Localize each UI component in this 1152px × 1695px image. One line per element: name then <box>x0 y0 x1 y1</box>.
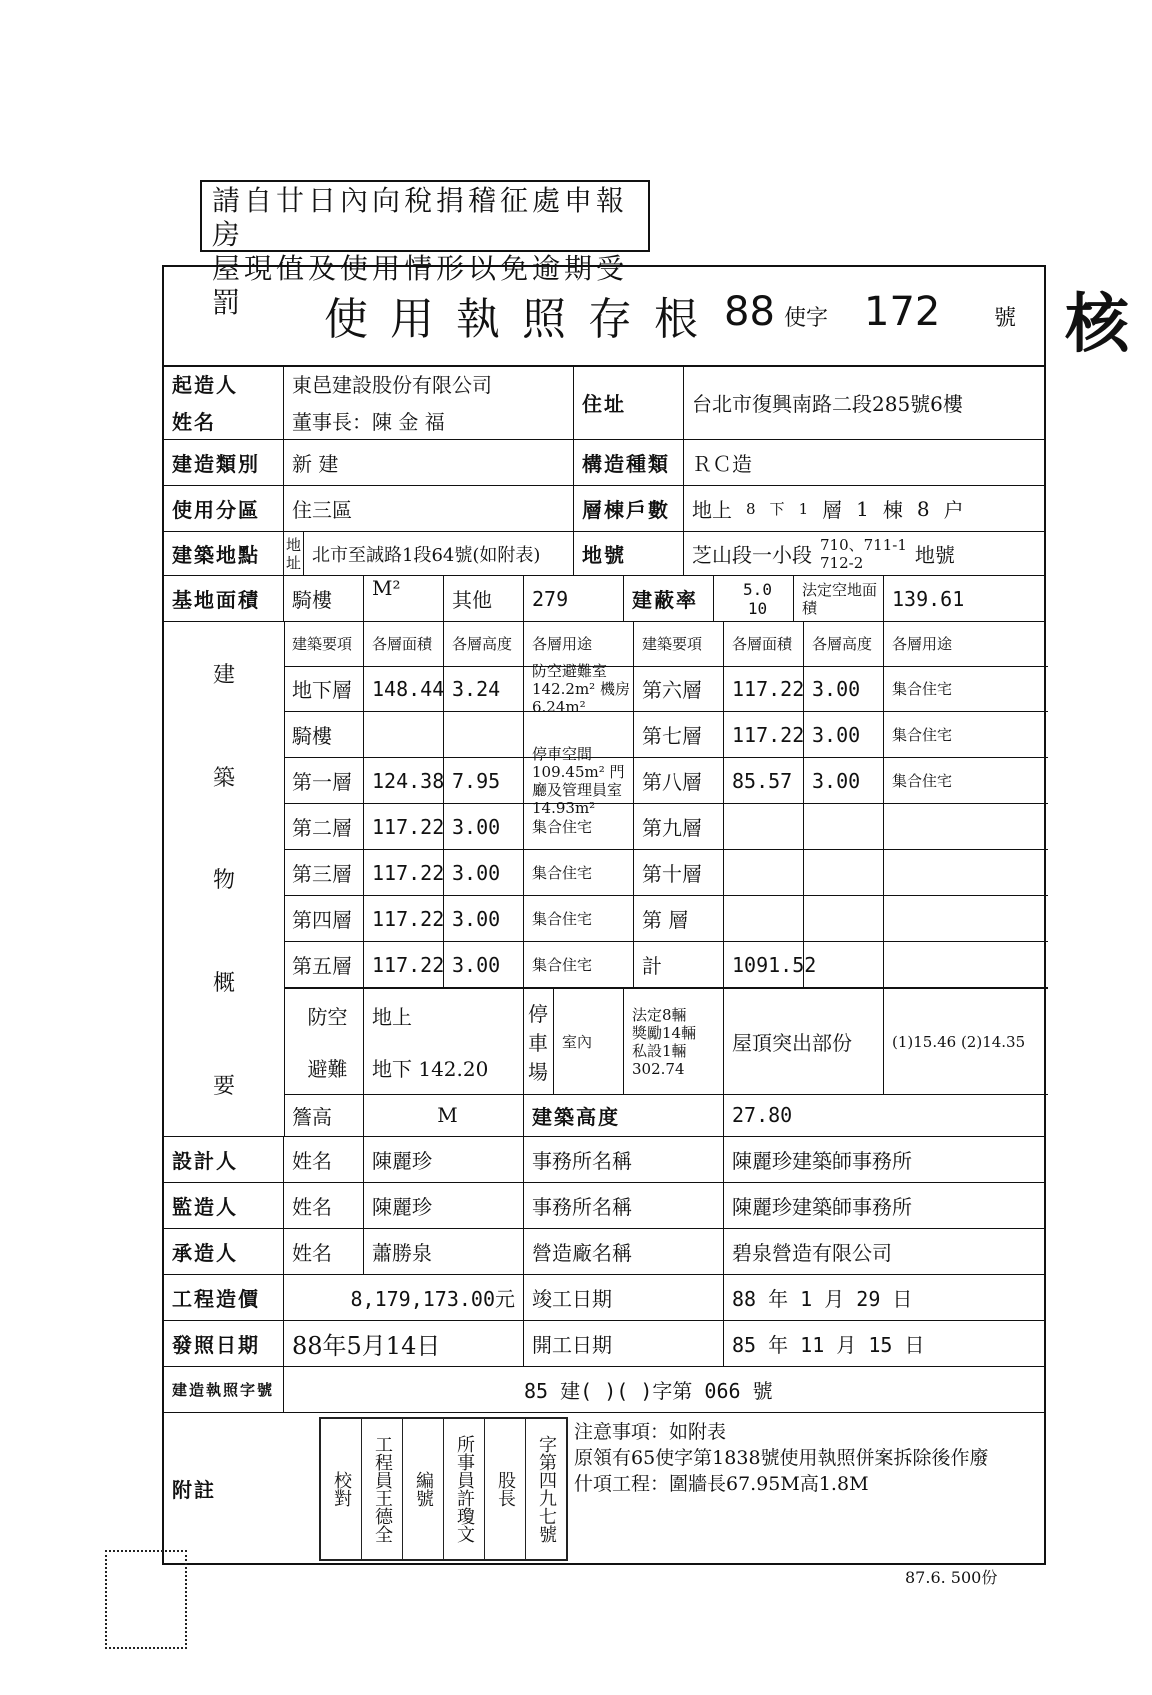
floor-use <box>884 896 1048 941</box>
parking-indoor: 室內 <box>554 989 624 1094</box>
floor-use: 集合住宅 <box>892 725 953 744</box>
open-area-value: 139.61 <box>892 586 965 611</box>
notes-label: 附註 <box>172 1477 216 1502</box>
side-stamp-text: 核 <box>1065 287 1129 362</box>
height-value: 27.80 <box>732 1103 793 1127</box>
floor-height <box>804 942 884 987</box>
floor-area: 117.22 <box>364 850 444 895</box>
unit-count: 8 <box>916 496 930 521</box>
layer-unit: 層 <box>822 498 843 522</box>
permit-value: 85 建( )( )字第 066 號 <box>524 1379 773 1403</box>
coverage-numerator: 5.0 <box>743 579 772 599</box>
head-use-left: 各層用途 <box>524 622 634 666</box>
contractor-name-label: 姓名 <box>284 1229 364 1274</box>
floor-row <box>284 942 1048 988</box>
floor-area: 117.22 <box>364 804 444 849</box>
floors-below-n: 1 <box>798 499 809 518</box>
floor-height <box>444 712 524 757</box>
floor-use: 集合住宅 <box>892 679 953 698</box>
address-label: 住址 <box>574 365 684 439</box>
parking-area: 302.74 <box>632 1059 685 1078</box>
zone-row <box>164 486 1044 532</box>
floor-name: 第六層 <box>634 666 724 711</box>
floor-height: 3.00 <box>804 758 884 803</box>
title-row <box>164 267 1044 367</box>
floor-area: 117.22 <box>724 666 804 711</box>
contractor-label: 承造人 <box>164 1229 284 1274</box>
stamp-column: 所事員許瓊文 <box>444 1419 485 1559</box>
head-item-right: 建築要項 <box>634 622 724 666</box>
floors-above-n: 8 <box>746 499 756 518</box>
lots-top: 710、711-1 <box>820 535 907 554</box>
shelter-above: 地上 <box>372 1004 412 1029</box>
floor-row <box>284 896 1048 942</box>
floor-name: 第七層 <box>634 712 724 757</box>
supervisor-row <box>164 1183 1044 1229</box>
stamp-column: 校對 <box>321 1419 362 1559</box>
notes-line-2: 原領有65使字第1838號使用執照併案拆除後作廢 <box>574 1447 989 1469</box>
floor-height: 3.00 <box>444 896 524 941</box>
notes-line-3: 什項工程：圍牆長67.95M高1.8M <box>574 1473 869 1495</box>
area-row <box>164 576 1044 622</box>
builder-company: 東邑建設股份有限公司 <box>292 373 492 397</box>
print-info: 87.6. 500份 <box>905 1568 998 1587</box>
floor-rows <box>284 661 1048 988</box>
floor-row <box>284 661 1048 716</box>
floor-use: 集合住宅 <box>524 804 634 849</box>
other-label: 其他 <box>444 576 524 621</box>
floor-area: 1091.52 <box>724 942 804 987</box>
head-height-left: 各層高度 <box>444 622 524 666</box>
floor-use <box>884 804 1048 849</box>
floor-name: 第十層 <box>634 850 724 895</box>
floor-name: 第二層 <box>284 804 364 849</box>
floor-use: 集合住宅 <box>524 942 634 987</box>
category-label: 建造類別 <box>164 440 284 485</box>
lot-label: 地號 <box>574 532 684 575</box>
structure-value: ＲＣ造 <box>692 452 752 476</box>
parking-label: 停車場 <box>524 989 554 1094</box>
designer-label: 設計人 <box>164 1137 284 1182</box>
side-char-1: 建 <box>212 662 235 688</box>
eave-label: 簷高 <box>284 1093 364 1137</box>
notice-line-2: 屋現值及使用情形以免逾期受罰 <box>212 252 629 319</box>
floor-height: 3.00 <box>444 942 524 987</box>
height-label: 建築高度 <box>524 1093 724 1137</box>
stamp-column: 工程員王德全 <box>362 1419 403 1559</box>
category-value: 新 建 <box>284 440 574 485</box>
supervisor-label: 監造人 <box>164 1183 284 1228</box>
building-unit: 棟 <box>882 498 903 522</box>
completion-date: 88 年 1 月 29 日 <box>732 1287 913 1311</box>
shelter-parking-row <box>284 988 1048 1095</box>
zone-value: 住三區 <box>284 486 574 531</box>
floor-name: 第一層 <box>284 758 364 803</box>
building-side-labels <box>164 622 285 1136</box>
start-date: 85 年 11 月 15 日 <box>732 1333 925 1357</box>
permit-suffix: 號 <box>994 306 1017 331</box>
stamp-column: 字第四九七號 <box>536 1435 557 1543</box>
permit-label: 建造執照字號 <box>164 1367 284 1412</box>
floor-area: 85.57 <box>724 758 804 803</box>
floor-height <box>804 850 884 895</box>
site-row <box>164 532 1044 576</box>
floor-use: 集合住宅 <box>524 850 634 895</box>
floor-name: 騎樓 <box>284 712 364 757</box>
floors-label: 層棟戶數 <box>574 486 684 531</box>
head-use-right: 各層用途 <box>892 635 953 653</box>
site-address: 北市至誠路1段64號(如附表) <box>304 532 574 575</box>
other-value: 279 <box>524 576 624 621</box>
floors-above: 地上 <box>692 498 732 522</box>
builder-address: 台北市復興南路二段285號6樓 <box>692 391 963 416</box>
cost-label: 工程造價 <box>164 1275 284 1320</box>
floor-area <box>724 804 804 849</box>
floor-area: 117.22 <box>724 712 804 757</box>
contractor-name: 蕭勝泉 <box>364 1229 524 1274</box>
notes-row <box>164 1413 1044 1563</box>
permit-form <box>162 265 1046 1565</box>
cost-row <box>164 1275 1044 1321</box>
floors-below: 下 <box>769 499 785 518</box>
shelter-label-2: 避難 <box>307 1057 348 1082</box>
floor-row <box>284 850 1048 896</box>
shelter-label-1: 防空 <box>307 1004 348 1029</box>
floor-use <box>884 850 1048 895</box>
summary-header <box>284 622 1048 667</box>
floor-name: 第九層 <box>634 804 724 849</box>
form-title: 使用執照存根 <box>324 294 720 345</box>
area-label: 基地面積 <box>164 576 284 621</box>
floor-area <box>724 850 804 895</box>
designer-office-label: 事務所名稱 <box>524 1137 724 1182</box>
site-sub-label: 地址 <box>284 532 304 575</box>
issue-label: 發照日期 <box>164 1321 284 1366</box>
supervisor-name-label: 姓名 <box>284 1183 364 1228</box>
building-count: 1 <box>856 496 869 521</box>
supervisor-name: 陳麗珍 <box>364 1183 524 1228</box>
roof-label: 屋頂突出部份 <box>724 989 884 1094</box>
builder-row <box>164 365 1044 440</box>
floor-row <box>284 744 1048 817</box>
side-char-5: 要 <box>212 1074 235 1100</box>
coverage-denominator: 10 <box>747 598 768 618</box>
notice-box <box>200 180 650 319</box>
notes-line-1: 注意事項：如附表 <box>574 1421 727 1443</box>
unit-label: 户 <box>943 498 964 522</box>
notice-line-1: 請自廿日內向稅捐稽征處申報房 <box>212 184 629 251</box>
contractor-row <box>164 1229 1044 1275</box>
floor-area: 117.22 <box>364 942 444 987</box>
supervisor-office: 陳麗珍建築師事務所 <box>732 1195 912 1219</box>
floor-height: 7.95 <box>444 758 524 803</box>
floor-use: 停車空間109.45m² 門廳及管理員室14.93m² <box>524 758 634 803</box>
floor-row <box>284 804 1048 850</box>
floor-use: 防空避難室142.2m² 機房6.24m² <box>524 666 634 711</box>
floor-row <box>284 712 1048 758</box>
permit-year: 88 <box>724 289 775 335</box>
side-char-4: 概 <box>212 971 235 997</box>
head-item-left: 建築要項 <box>284 622 364 666</box>
floor-name: 計 <box>634 942 724 987</box>
approval-stamp <box>319 1417 568 1561</box>
designer-office: 陳麗珍建築師事務所 <box>732 1149 912 1173</box>
head-area-left: 各層面積 <box>364 622 444 666</box>
start-label: 開工日期 <box>524 1321 724 1366</box>
contractor-office: 碧泉營造有限公司 <box>732 1241 892 1265</box>
building-summary <box>164 622 1044 1137</box>
stamp-column: 編號 <box>403 1419 444 1559</box>
floor-name: 第五層 <box>284 942 364 987</box>
parking-bonus: 獎勵14輛 <box>632 1023 697 1042</box>
roof-values: (1)15.46 (2)14.35 <box>892 1032 1026 1051</box>
floor-area: 148.44 <box>364 666 444 711</box>
arcade-unit: M² <box>364 576 444 621</box>
issue-row <box>164 1321 1044 1367</box>
cost-value: 8,179,173.00元 <box>284 1275 524 1320</box>
issue-date: 88年5月14日 <box>284 1321 524 1366</box>
structure-label: 構造種類 <box>574 440 684 485</box>
floor-use <box>884 942 1048 987</box>
permit-type: 使字 <box>784 306 829 331</box>
floor-height <box>804 896 884 941</box>
side-char-2: 築 <box>212 765 235 791</box>
floor-use: 集合住宅 <box>524 896 634 941</box>
floor-height: 3.00 <box>444 850 524 895</box>
floor-area: 117.22 <box>364 896 444 941</box>
floor-area <box>724 896 804 941</box>
floor-name: 第八層 <box>634 758 724 803</box>
permit-number: 172 <box>864 289 941 335</box>
designer-name: 陳麗珍 <box>364 1137 524 1182</box>
permit-row <box>164 1367 1044 1413</box>
floor-height: 3.00 <box>804 712 884 757</box>
completion-label: 竣工日期 <box>524 1275 724 1320</box>
parking-legal: 法定8輛 <box>632 1005 687 1024</box>
designer-row <box>164 1137 1044 1183</box>
site-label: 建築地點 <box>164 532 284 575</box>
height-row <box>284 1093 1048 1137</box>
floor-name: 第三層 <box>284 850 364 895</box>
head-area-right: 各層面積 <box>724 622 804 666</box>
floor-height: 3.00 <box>444 804 524 849</box>
head-height-right: 各層高度 <box>804 622 884 666</box>
floor-height: 3.00 <box>804 666 884 711</box>
floor-use: 集合住宅 <box>892 771 953 790</box>
builder-name-label: 姓名 <box>172 410 216 434</box>
supervisor-office-label: 事務所名稱 <box>524 1183 724 1228</box>
side-char-3: 物 <box>212 868 235 894</box>
floor-height <box>804 804 884 849</box>
category-row <box>164 440 1044 486</box>
floor-height: 3.24 <box>444 666 524 711</box>
open-area-label: 法定空地面積 <box>794 576 884 621</box>
lots-bottom: 712-2 <box>820 553 864 572</box>
floor-area <box>364 712 444 757</box>
shelter-below: 地下 142.20 <box>372 1057 489 1082</box>
builder-chair: 董事長：陳 金 福 <box>292 410 445 434</box>
coverage-label: 建蔽率 <box>624 576 714 621</box>
arcade-label: 騎樓 <box>284 576 364 621</box>
contractor-office-label: 營造廠名稱 <box>524 1229 724 1274</box>
lot-suffix: 地號 <box>914 543 955 567</box>
floor-name: 地下層 <box>284 666 364 711</box>
parking-private: 私設1輛 <box>632 1041 687 1060</box>
zone-label: 使用分區 <box>164 486 284 531</box>
floor-name: 第四層 <box>284 896 364 941</box>
eave-unit: M <box>364 1093 524 1137</box>
floor-area: 124.38 <box>364 758 444 803</box>
designer-name-label: 姓名 <box>284 1137 364 1182</box>
floor-name: 第 層 <box>634 896 724 941</box>
builder-label: 起造人 <box>172 373 238 397</box>
lot-section: 芝山段一小段 <box>692 543 812 567</box>
stamp-column: 股長 <box>485 1419 526 1559</box>
office-seal <box>105 1550 187 1649</box>
